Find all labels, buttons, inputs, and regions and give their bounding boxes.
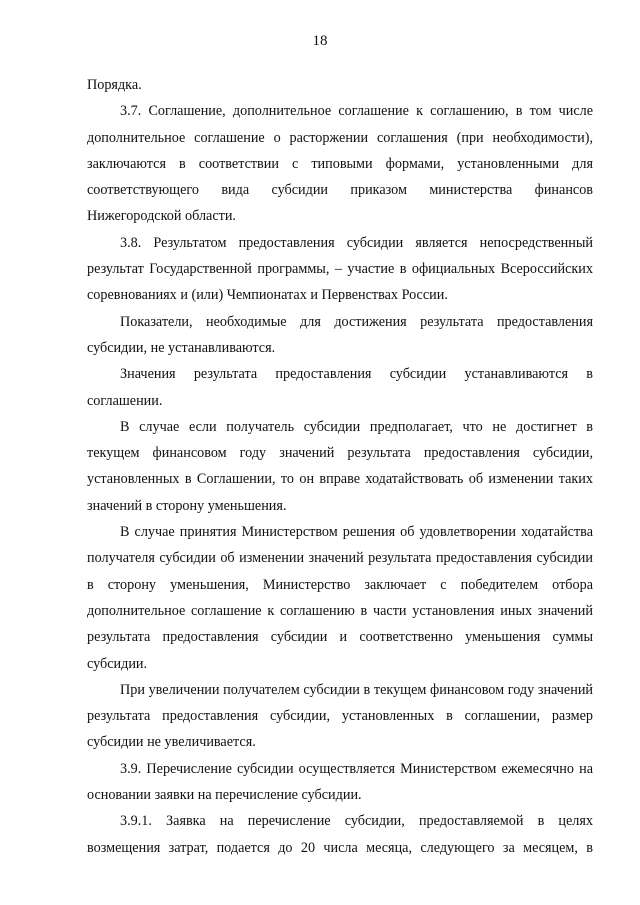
paragraph-ministry-decision: В случае принятия Министерством решения об удовлетворении ходатайства получателя субсидии об изменении значений результата предоставления субсидии в сторону уменьшения, Министерство заключает с победителем отбора дополнительное соглашение к соглашению в части установления иных значений результата предоставления субсидии и соответственно уменьшения суммы субсидии. bbox=[87, 524, 593, 672]
paragraph-3-8: 3.8. Результатом предоставления субсидии является непосредственный результат Государственной программы, – участие в официальных Всероссийских соревнованиях и (или) Чемпионатах и Первенствах России. bbox=[87, 234, 593, 304]
paragraph-if-not-achieved: В случае если получатель субсидии предполагает, что не достигнет в текущем финансовом году значений результата предоставления субсидии, установленных в Соглашении, то он вправе ходатайствовать об изменении таких значений в сторону уменьшения. bbox=[87, 418, 593, 514]
paragraph-3-9-1: 3.9.1. Заявка на перечисление субсидии, предоставляемой в целях возмещения затрат, подается до 20 числа месяца, следующего за месяцем, в bbox=[87, 813, 593, 856]
paragraph-result-values: Значения результата предоставления субсидии устанавливаются в соглашении. bbox=[87, 366, 593, 409]
paragraph-3-7: 3.7. Соглашение, дополнительное соглашение к соглашению, в том числе дополнительное соглашение о расторжении соглашения (при необходимости), заключаются в соответствии с типовыми формами, установленными для соответствующего вида субсидии приказом министерства финансов Нижегородской области. bbox=[87, 103, 593, 225]
paragraph-3-9: 3.9. Перечисление субсидии осуществляется Министерством ежемесячно на основании заявки на перечисление субсидии. bbox=[87, 760, 593, 804]
paragraph-increase: При увеличении получателем субсидии в текущем финансовом году значений результата предоставления субсидии, установленных в соглашении, размер субсидии не увеличивается. bbox=[87, 681, 593, 751]
paragraph-indicators: Показатели, необходимые для достижения результата предоставления субсидии, не устанавливаются. bbox=[87, 313, 593, 356]
document-body bbox=[87, 72, 593, 861]
page-number: 18 bbox=[312, 33, 328, 49]
paragraph-1: Порядка. bbox=[87, 77, 142, 93]
